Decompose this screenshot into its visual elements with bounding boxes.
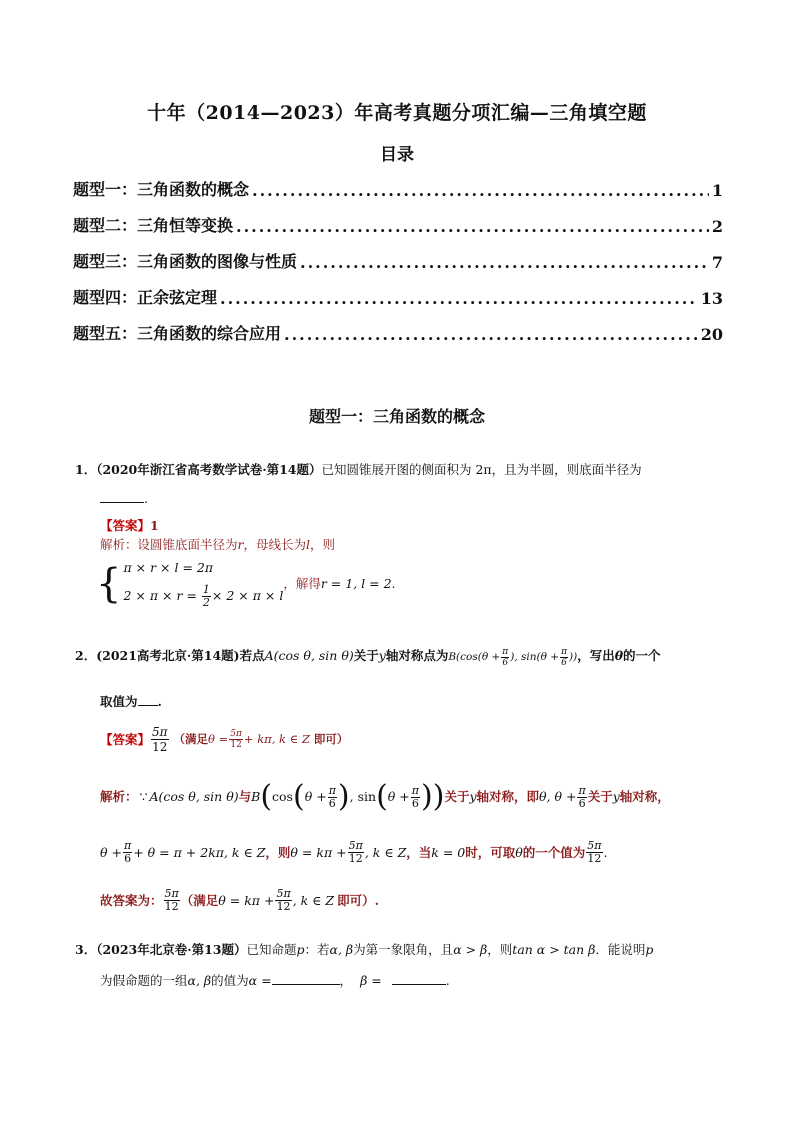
toc-leader-dots (300, 253, 709, 272)
question-2: 2．(2021高考北京·第14题)若点A(cos θ, sin θ)关于y轴对称点为B(cos(θ + $\frac{\pi}{6}$ ), sin(θ + $\frac{\pi}{6}$ ))，写出θ的一个 (75, 646, 661, 668)
toc-leader-dots (236, 217, 709, 236)
toc-entry-label: 题型四：正余弦定理 (73, 288, 218, 307)
toc-entry[interactable] (73, 246, 723, 272)
beta-blank (392, 970, 446, 985)
system-brace: { (96, 560, 122, 607)
toc-entry-page: 1 (711, 181, 723, 200)
toc-leader-dots (220, 289, 698, 308)
toc-entry-label: 题型一：三角函数的概念 (73, 180, 250, 199)
toc-entry[interactable] (73, 174, 723, 200)
answer-blank (100, 488, 144, 503)
toc-entry-page: 20 (700, 325, 723, 344)
question-1 (75, 460, 735, 480)
equation-1: π × r × l = 2π (123, 560, 214, 575)
toc-heading: 目录 (380, 145, 414, 165)
toc-entry[interactable] (73, 282, 723, 308)
question-number: 1． (75, 462, 97, 477)
question-3-blank-line: 为假命题的一组α, β的值为α = ， β = . (100, 970, 450, 991)
page-title: 十年（2014—2023）年高考真题分项汇编—三角填空题 (147, 102, 647, 124)
solution-2-line-1: 解析： ∵ A(cos θ, sin θ) 与 B ( cos ( θ + $\frac{\pi}{6}$ ) , sin ( θ + $\frac{\pi}{6}$ ) ) 关于 y 轴对称，即 θ, θ + $\frac{\pi}{6}$ 关于 y 轴对称， (100, 779, 670, 814)
solution-1-intro: 解析：设圆锥底面半径为r，母线长为l，则 (100, 537, 336, 552)
section-heading: 题型一：三角函数的概念 (308, 407, 485, 426)
toc-entry-label: 题型三：三角函数的图像与性质 (73, 252, 298, 271)
toc-entry-page: 13 (700, 289, 723, 308)
answer-value: 1 (150, 518, 159, 533)
solution-result: r = 1, l = 2 (320, 575, 392, 591)
question-2-blank-line: 取值为 . (100, 691, 162, 712)
question-text: 已知圆锥展开图的侧面积为 2π，且为半圆，则底面半径为 (321, 462, 642, 477)
question-source: （2020年浙江省高考数学试卷·第14题） (96, 462, 322, 477)
toc-leader-dots (252, 181, 709, 200)
solution-2-final: 故答案为： $\frac{5\pi}{12}$ （满足 θ = kπ + $\frac{5\pi}{12}$ , k ∈ Z 即可）. (100, 887, 379, 913)
toc-entry-label: 题型二：三角恒等变换 (73, 216, 234, 235)
equation-2: 2 × π × r = $\frac{1}{2}$ × 2 × π × l (123, 583, 284, 609)
answer-tag: 【答案】 (100, 518, 151, 533)
answer-1 (100, 516, 159, 536)
alpha-blank (272, 970, 340, 985)
toc-leader-dots (284, 325, 698, 344)
toc-entry-page: 2 (711, 217, 723, 236)
question-1-blank-line: . (100, 488, 148, 509)
answer-blank (138, 691, 158, 706)
answer-2: 【答案】 $\frac{5\pi}{12}$ （满足θ = $\frac{5\pi}{12}$ + kπ, k ∈ Z 即可） (100, 725, 349, 754)
solution-2-line-2: θ + $\frac{\pi}{6}$ + θ = π + 2kπ, k ∈ Z ，则 θ = kπ + $\frac{5\pi}{12}$ , k ∈ Z ，当 k = 0 时，可取 θ 的一个值为 $\frac{5\pi}{12}$ . (100, 839, 608, 865)
toc-entry[interactable] (73, 318, 723, 344)
toc-entry-label: 题型五：三角函数的综合应用 (73, 324, 282, 343)
question-3: 3．（2023年北京卷·第13题）已知命题p：若α, β为第一象限角，且α > β，则tan α > tan β．能说明p (75, 942, 654, 957)
toc-entry[interactable] (73, 210, 723, 236)
toc-entry-page: 7 (711, 253, 723, 272)
solution-1-system: { π × r × l = 2π 2 × π × r = $\frac{1}{2}$ × 2 × π × l ，解得 r = 1, l = 2 . (96, 560, 396, 609)
